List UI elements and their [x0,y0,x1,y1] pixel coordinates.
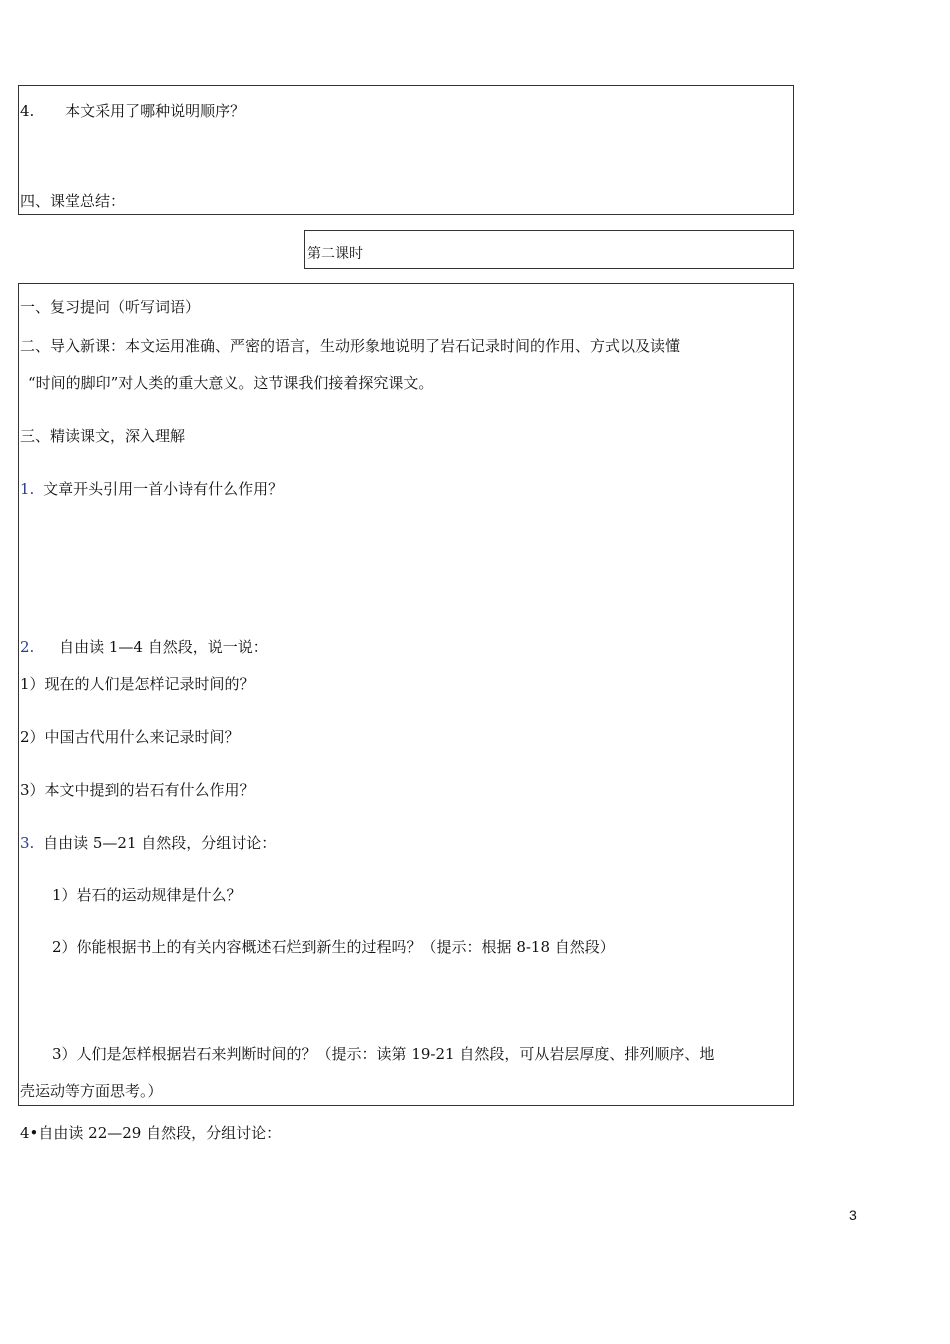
review-heading: 一、复习提问（听写词语） [20,298,201,316]
question-4-group-discussion: 4•自由读 22—29 自然段，分组讨论： [20,1124,282,1142]
lesson-title: 第二课时 [307,246,363,262]
question-2-sub-2: 2）中国古代用什么来记录时间？ [20,728,240,746]
question-3-text: 自由读 5—21 自然段，分组讨论： [43,834,277,852]
page-number: 3 [849,1207,857,1223]
question-3-sub-3-line-2: 壳运动等方面思考。） [20,1082,163,1100]
question-2-number: 2. [20,638,35,656]
question-1-text: 文章开头引用一首小诗有什么作用？ [43,480,284,498]
question-3 [20,833,276,853]
question-1-number: 1. [20,480,35,498]
lesson-title-box [304,230,794,269]
question-3-sub-3-line-1: 3）人们是怎样根据岩石来判断时间的？（提示：读第 19-21 自然段，可从岩层厚度、排列顺序、地 [52,1045,715,1063]
question-2 [20,637,268,657]
question-3-number: 3. [20,834,35,852]
close-reading-heading: 三、精读课文，深入理解 [20,427,186,445]
question-4 [20,101,245,121]
question-3-sub-1: 1）岩石的运动规律是什么？ [52,886,242,904]
question-1 [20,479,283,499]
class-summary-heading: 四、课堂总结： [20,192,126,210]
intro-line-2: “时间的脚印”对人类的重大意义。这节课我们接着探究课文。 [28,374,434,392]
question-2-text: 自由读 1—4 自然段，说一说： [59,638,268,656]
question-2-sub-3: 3）本文中提到的岩石有什么作用？ [20,781,255,799]
intro-line-1: 二、导入新课：本文运用准确、严密的语言，生动形象地说明了岩石记录时间的作用、方式以及读懂 [20,337,681,355]
question-4-number: 4. [20,102,35,120]
lesson-content-box [18,283,794,1106]
question-2-sub-1: 1）现在的人们是怎样记录时间的？ [20,675,255,693]
question-3-sub-2: 2）你能根据书上的有关内容概述石烂到新生的过程吗？（提示：根据 8-18 自然段） [52,938,615,956]
question-4-text: 本文采用了哪种说明顺序？ [65,102,246,120]
